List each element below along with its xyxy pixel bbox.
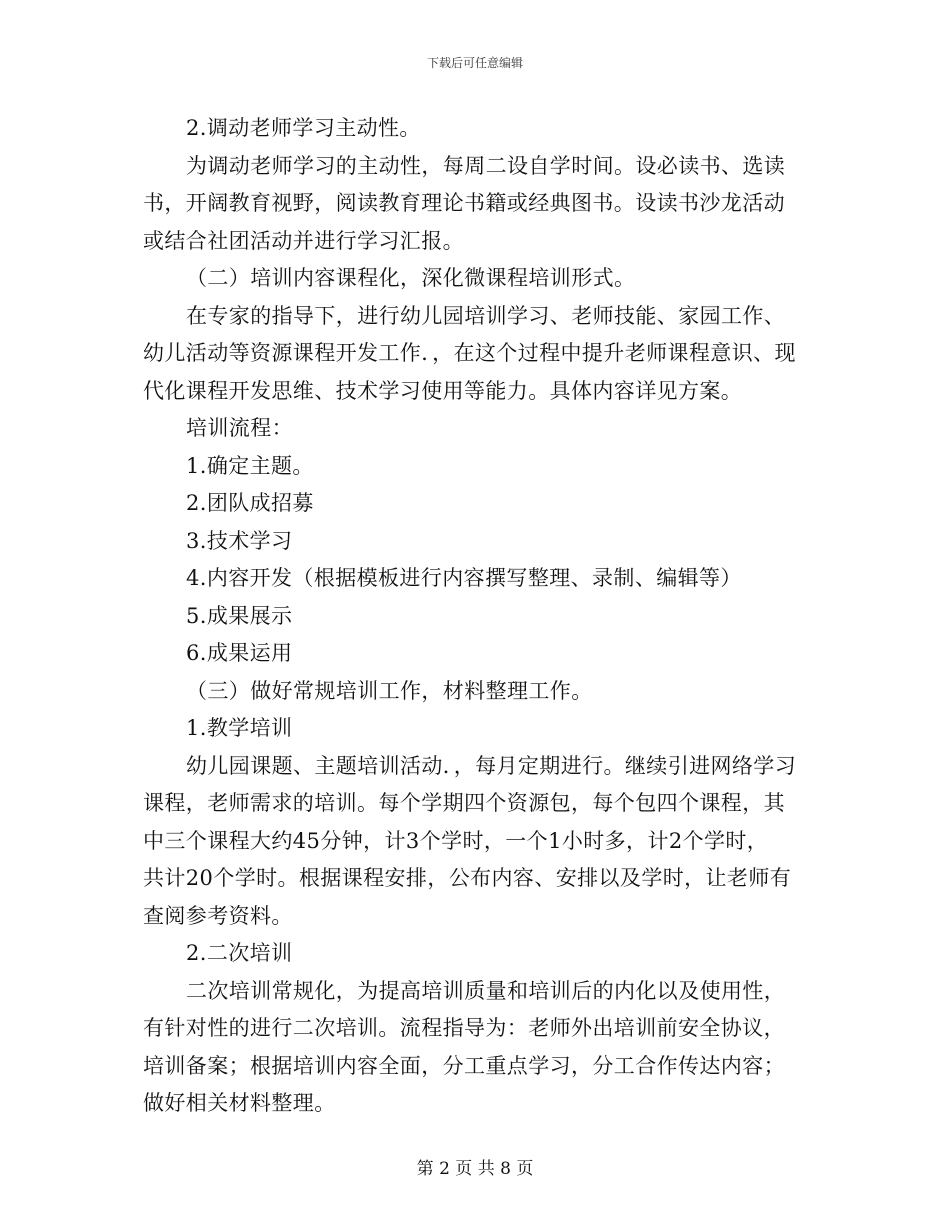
text-line: 代化课程开发思维、技术学习使用等能力。具体内容详见方案。 [143, 378, 743, 403]
text-line: 书，开阔教育视野，阅读教育理论书籍或经典图书。设读书沙龙活动 [143, 191, 785, 215]
text-line: 课程，老师需求的培训。每个学期四个资源包，每个包四个课程，其 [143, 791, 785, 815]
document-body [143, 110, 808, 1123]
text-line: 中三个课程大约45分钟，计3个学时，一个1小时多，计2个学时， [143, 828, 769, 853]
text-line: （三）做好常规培训工作，材料整理工作。 [186, 678, 593, 703]
text-line: 3.技术学习 [186, 528, 293, 553]
text-line: 幼儿园课题、主题培训活动．，每月定期进行。继续引进网络学习 [186, 753, 797, 778]
text-line: 共计20个学时。根据课程安排，公布内容、安排以及学时，让老师有 [143, 866, 792, 890]
text-line: 4.内容开发（根据模板进行内容撰写整理、录制、编辑等） [186, 566, 742, 590]
page-footer: 第 2 页 共 8 页 [416, 1159, 534, 1179]
text-line: 1.教学培训 [186, 716, 293, 740]
text-line: 6.成果运用 [186, 641, 293, 665]
text-line: 为调动老师学习的主动性，每周二设自学时间。设必读书、选读 [186, 153, 786, 178]
page-header: 下载后可任意编辑 [426, 56, 523, 70]
text-line: 2.二次培训 [186, 941, 293, 965]
text-line: 2.团队成招募 [186, 491, 314, 515]
text-line: 幼儿活动等资源课程开发工作．，在这个过程中提升老师课程意识、现 [143, 341, 796, 365]
text-line: 二次培训常规化，为提高培训质量和培训后的内化以及使用性， [186, 978, 786, 1003]
text-line: 5.成果展示 [186, 603, 293, 628]
text-line: 查阅参考资料。 [143, 903, 293, 928]
text-line: 培训备案；根据培训内容全面，分工重点学习，分工合作传达内容； [143, 1053, 785, 1078]
text-line: 做好相关材料整理。 [143, 1091, 336, 1115]
text-line: 1.确定主题。 [186, 453, 314, 478]
text-line: 或结合社团活动并进行学习汇报。 [143, 228, 464, 253]
text-line: 在专家的指导下，进行幼儿园培训学习、老师技能、家园工作、 [186, 303, 786, 328]
text-line: 有针对性的进行二次培训。流程指导为：老师外出培训前安全协议， [143, 1016, 785, 1040]
text-line: 2.调动老师学习主动性。 [186, 116, 421, 140]
text-line: （二）培训内容课程化，深化微课程培训形式。 [186, 266, 636, 290]
text-line: 培训流程： [186, 416, 293, 440]
